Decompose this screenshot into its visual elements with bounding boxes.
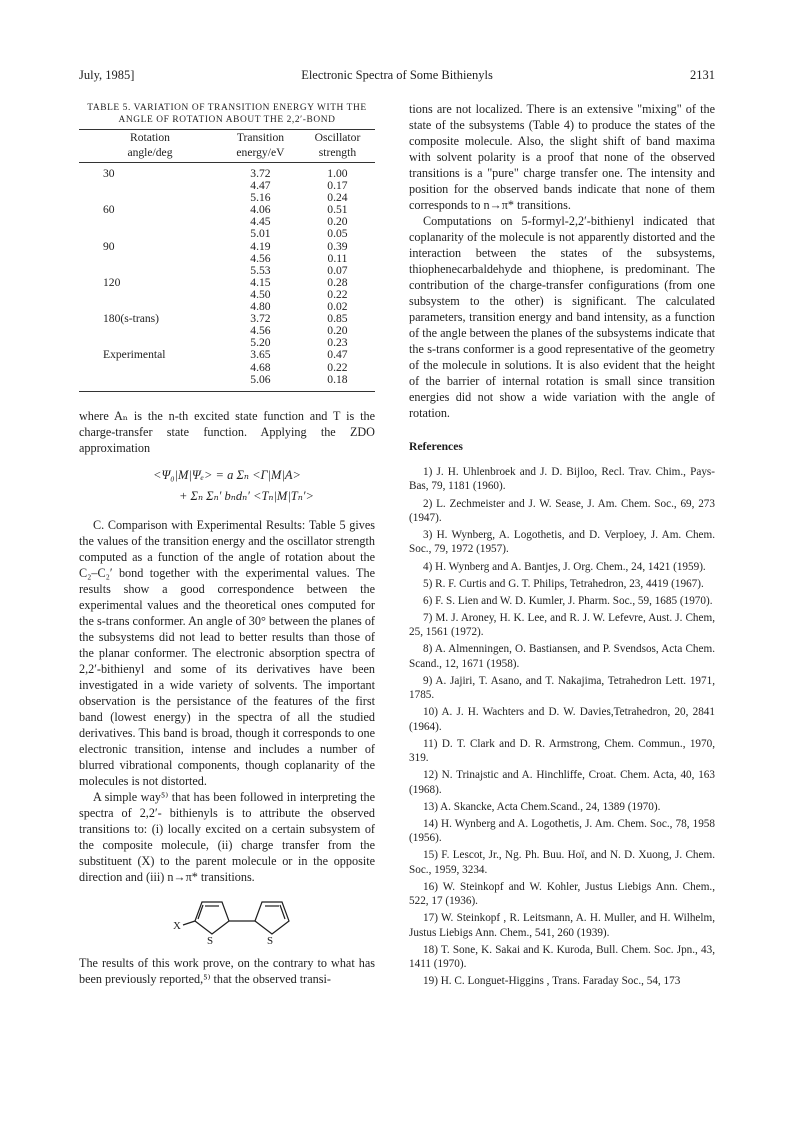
equation-line-1: <Ψ₀|M|Ψₑ> = a Σₙ <Γ|M|A> bbox=[153, 467, 301, 482]
energy-cell: 4.15 bbox=[250, 275, 271, 289]
energy-cell: 4.06 bbox=[250, 203, 271, 217]
angle-cell: Experimental bbox=[103, 348, 166, 362]
strength-cell: 0.20 bbox=[327, 215, 348, 229]
strength-cell: 0.17 bbox=[327, 179, 348, 193]
reference-item: 11) D. T. Clark and D. R. Armstrong, Chem. Commun., 1970, 319. bbox=[409, 737, 715, 765]
substituent-x-label: X bbox=[173, 919, 181, 932]
column-header: Rotation bbox=[79, 130, 221, 148]
table-caption-line-1: TABLE 5. VARIATION OF TRANSITION ENERGY WITH THE bbox=[87, 103, 367, 113]
table-body bbox=[79, 163, 375, 392]
table-row bbox=[79, 163, 375, 181]
energy-cell: 5.16 bbox=[250, 191, 271, 205]
table-caption bbox=[79, 102, 375, 126]
angle-cell bbox=[79, 228, 221, 240]
energy-cell: 3.72 bbox=[250, 312, 271, 326]
angle-cell: 120 bbox=[103, 275, 121, 289]
angle-cell bbox=[79, 192, 221, 204]
body-paragraph: The results of this work prove, on the contrary to what has been previously reported,⁵⁾ that the observed transi- bbox=[79, 955, 375, 986]
column-header: angle/deg bbox=[79, 147, 221, 163]
strength-cell: 0.05 bbox=[327, 227, 348, 241]
sulfur-label: S bbox=[207, 934, 214, 947]
strength-cell: 1.00 bbox=[327, 167, 348, 180]
strength-cell: 0.23 bbox=[327, 336, 348, 350]
strength-cell: 0.39 bbox=[327, 239, 348, 253]
reference-item: 14) H. Wynberg and A. Logothetis, J. Am. Chem. Soc., 78, 1958 (1956). bbox=[409, 817, 715, 845]
energy-cell: 4.56 bbox=[250, 251, 271, 265]
column-header: strength bbox=[300, 147, 375, 163]
energy-cell: 4.50 bbox=[250, 287, 271, 301]
equation-line-2: + Σₙ Σₙ′ bₙdₙ′ <Tₙ|M|Tₙ′> bbox=[179, 488, 314, 503]
reference-item: 19) H. C. Longuet-Higgins , Trans. Faraday Soc., 54, 173 bbox=[423, 975, 681, 988]
energy-cell: 5.20 bbox=[250, 336, 271, 350]
reference-item: 1) J. H. Uhlenbroek and J. D. Bijloo, Recl. Trav. Chim., Pays-Bas, 79, 1181 (1960). bbox=[409, 466, 715, 493]
running-header bbox=[79, 68, 715, 86]
reference-item: 9) A. Jajiri, T. Asano, and T. Nakajima, Tetrahedron Lett. 1971, 1785. bbox=[409, 674, 715, 702]
angle-cell: 60 bbox=[103, 203, 115, 217]
reference-item: 3) H. Wynberg, A. Logothetis, and D. Verploey, J. Am. Chem. Soc., 79, 1972 (1957). bbox=[409, 529, 715, 556]
reference-item: 8) A. Almenningen, O. Bastiansen, and P. Svendsos, Acta Chem. Scand., 12, 1671 (1958). bbox=[409, 643, 715, 670]
reference-item: 13) A. Skancke, Acta Chem.Scand., 24, 1389 (1970). bbox=[423, 800, 661, 813]
energy-cell: 3.65 bbox=[250, 348, 271, 362]
angle-cell bbox=[79, 253, 221, 265]
strength-cell: 0.22 bbox=[327, 360, 348, 374]
strength-cell: 0.28 bbox=[327, 275, 348, 289]
body-paragraph: where Aₙ is the n-th excited state function and T is the charge-transfer state function. Applying the ZDO approximation bbox=[79, 408, 375, 455]
strength-cell: 0.20 bbox=[327, 324, 348, 338]
reference-item: 17) W. Steinkopf , R. Leitsmann, A. H. Muller, and H. Wilhelm, Justus Liebigs Ann. Chem., 541, 260 (1939). bbox=[409, 912, 715, 939]
reference-item: 5) R. F. Curtis and G. T. Philips, Tetrahedron, 23, 4419 (1967). bbox=[423, 577, 704, 590]
reference-item: 2) L. Zechmeister and J. W. Sease, J. Am. Chem. Soc., 69, 273 (1947). bbox=[409, 497, 715, 524]
angle-cell bbox=[79, 362, 221, 374]
data-table bbox=[79, 129, 375, 392]
angle-cell bbox=[79, 216, 221, 228]
table-row bbox=[79, 241, 375, 253]
reference-item: 18) T. Sone, K. Sakai and K. Kuroda, Bull. Chem. Soc. Jpn., 43, 1411 (1970). bbox=[409, 943, 715, 971]
header-date: July, 1985] bbox=[79, 68, 135, 82]
energy-cell: 4.45 bbox=[250, 215, 271, 229]
energy-cell: 4.56 bbox=[250, 324, 271, 338]
energy-cell: 4.47 bbox=[250, 179, 271, 193]
sulfur-label: S bbox=[267, 934, 274, 947]
reference-item: 15) F. Lescot, Jr., Ng. Ph. Buu. Hoï, and N. D. Xuong, J. Chem. Soc., 1959, 3234. bbox=[409, 849, 715, 876]
table-row bbox=[79, 362, 375, 374]
strength-cell: 0.47 bbox=[327, 348, 348, 362]
reference-item: 4) H. Wynberg and A. Bantjes, J. Org. Chem., 24, 1421 (1959). bbox=[423, 560, 706, 573]
table-row bbox=[79, 349, 375, 361]
strength-cell: 0.11 bbox=[327, 251, 348, 265]
references-heading: References bbox=[409, 440, 463, 453]
angle-cell bbox=[79, 180, 221, 192]
angle-cell bbox=[79, 325, 221, 337]
table-row bbox=[79, 228, 375, 240]
left-column bbox=[79, 101, 375, 987]
table-row bbox=[79, 374, 375, 392]
angle-cell: 180(s-trans) bbox=[103, 312, 160, 326]
page-number: 2131 bbox=[690, 68, 715, 82]
reference-item: 10) A. J. H. Wachters and D. W. Davies,Tetrahedron, 20, 2841 (1964). bbox=[409, 706, 715, 733]
strength-cell: 0.02 bbox=[327, 300, 348, 314]
column-header: Transition bbox=[221, 130, 300, 148]
reference-item: 7) M. J. Aroney, H. K. Lee, and R. J. W. Lefevre, Aust. J. Chem, 25, 1561 (1972). bbox=[409, 611, 715, 639]
energy-cell: 5.06 bbox=[221, 374, 300, 392]
strength-cell: 0.22 bbox=[327, 287, 348, 301]
reference-item: 16) W. Steinkopf and W. Kohler, Justus Liebigs Ann. Chem., 522, 17 (1936). bbox=[409, 880, 715, 908]
body-paragraph: tions are not localized. There is an extensive "mixing" of the state of the subsystems (Table 4) to produce the states of the composite molecule. Also, the slight shift of band maxima with solvent polarity is a proof that none of the observed transitions is a "pure" charge transfer one. The intensity and position for the observed bands indicate that none of them corresponds to n→π* transitions. bbox=[409, 102, 715, 212]
table-caption-line-2: ANGLE OF ROTATION ABOUT THE 2,2′-BOND bbox=[118, 115, 336, 125]
strength-cell: 0.24 bbox=[327, 191, 348, 205]
angle-cell: 30 bbox=[103, 167, 115, 180]
reference-item: 12) N. Trinajstic and A. Hinchliffe, Croat. Chem. Acta, 40, 163 (1968). bbox=[409, 769, 715, 796]
body-paragraph: Computations on 5-formyl-2,2′-bithienyl indicated that coplanarity of the molecule is not apparently distorted and the interaction between the states of the subsystems, thiophenecarbaldehyde and thiophene, is predominant. The contribution of the charge-transfer configurations (from one subsystem to the other) is significant. The calculated parameters, transition energy and band intensity, as a function of the angle between the planes of the subsystems indicate that the s-trans conformer is a good representative of the geometry of the molecule in solutions. It is also evident that the height of the barrier of internal rotation is small since transition energies did not show a wide variation with the angle of rotation. bbox=[409, 214, 715, 420]
strength-cell: 0.07 bbox=[327, 263, 348, 277]
column-header: energy/eV bbox=[221, 147, 300, 163]
angle-cell: 90 bbox=[103, 239, 115, 253]
energy-cell: 5.01 bbox=[250, 227, 271, 241]
column-header: Oscillator bbox=[300, 130, 375, 148]
energy-cell: 4.19 bbox=[250, 239, 271, 253]
strength-cell: 0.18 bbox=[300, 374, 375, 392]
header-title: Electronic Spectra of Some Bithienyls bbox=[301, 68, 493, 82]
energy-cell: 4.80 bbox=[250, 300, 271, 314]
strength-cell: 0.51 bbox=[327, 203, 348, 217]
energy-cell: 5.53 bbox=[250, 263, 271, 277]
body-paragraph: C. Comparison with Experimental Results: Table 5 gives the values of the transition energy and the oscillator strength computed as a function of the angle of rotation about the C₂–C₂′ bond together with the experimental values. The results show a good correspondence between the experimental values and the theoretical ones computed for the s-trans conformer. An angle of 30° between the planes of the subsystems did not lead to better results than those of the planar conformer. The electronic absorption spectra of 2,2′-bithienyl and some of its derivatives have been investigated in a wide variety of solvents. The important observation is the persistance of the features of the first band (lowest energy) in the spectra of all the studied derivatives. This band is broad, though it corresponds to one electronic transition, intense and includes a number of blurred vibrational components, though coplanarity of the molecules is not distorted. bbox=[79, 517, 375, 788]
bithienyl-structure bbox=[171, 893, 301, 949]
angle-cell bbox=[79, 289, 221, 301]
right-column bbox=[409, 101, 715, 991]
reference-item: 6) F. S. Lien and W. D. Kumler, J. Pharm. Soc., 59, 1685 (1970). bbox=[423, 594, 713, 607]
strength-cell: 0.85 bbox=[327, 312, 348, 326]
angle-cell bbox=[79, 374, 221, 392]
table-row bbox=[79, 253, 375, 265]
references-list bbox=[409, 465, 715, 989]
energy-cell: 4.68 bbox=[250, 360, 271, 374]
angle-cell bbox=[79, 265, 221, 277]
energy-cell: 3.72 bbox=[250, 167, 271, 180]
body-paragraph: A simple way⁵⁾ that has been followed in interpreting the spectra of 2,2′- bithienyls is to attribute the observed transitions to: (i) locally excited on a certain subsystem of the composite molecule, (ii) charge transfer from the substituent (X) to the parent molecule or in the opposite direction and (iii) n→π* transitions. bbox=[79, 789, 375, 884]
